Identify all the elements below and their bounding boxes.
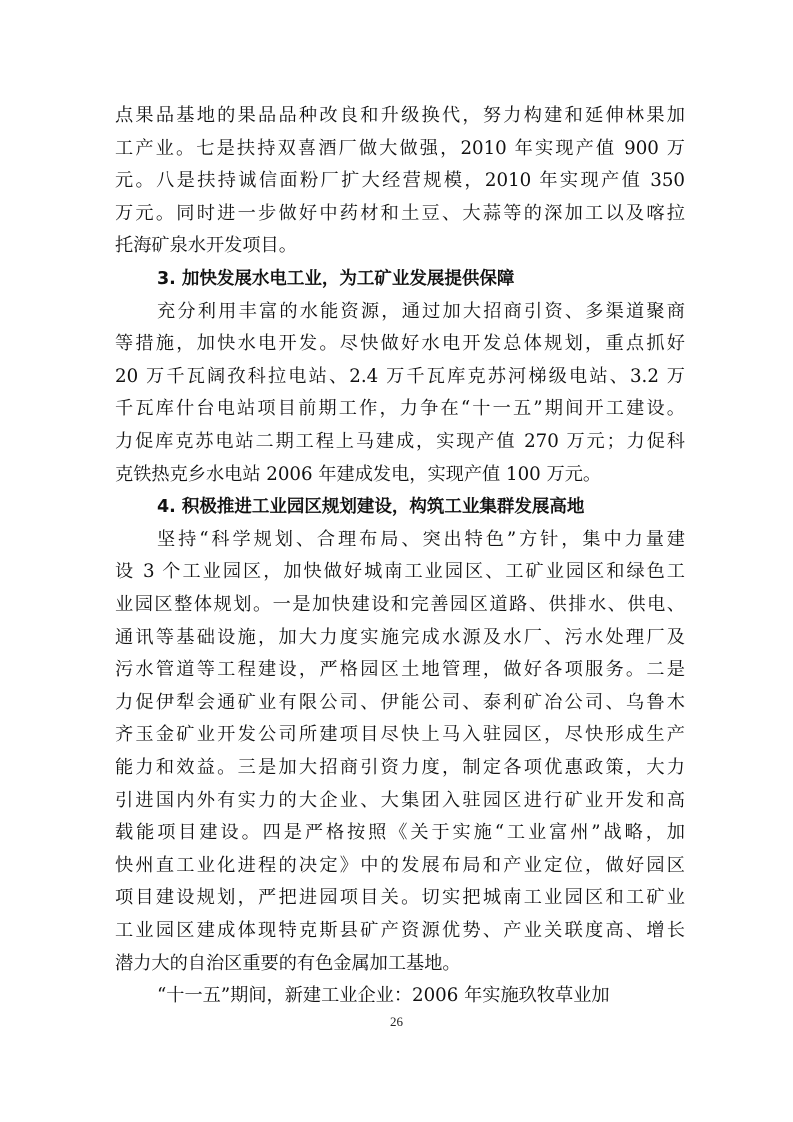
body-text-line: 能力和效益。三是加大招商引资力度，制定各项优惠政策，大力 xyxy=(115,757,685,778)
body-text-line: 污水管道等工程建设，严格园区土地管理，做好各项服务。二是 xyxy=(115,659,685,681)
body-text-line: 快州直工业化进程的决定》中的发展布局和产业定位，做好园区 xyxy=(115,854,685,876)
body-text-line: 齐玉金矿业开发公司所建项目尽快上马入驻园区，尽快形成生产 xyxy=(115,724,685,746)
body-text-line: 项目建设规划，严把进园项目关。切实把城南工业园区和工矿业 xyxy=(115,887,685,909)
body-text-line: 引进国内外有实力的大企业、大集团入驻园区进行矿业开发和高 xyxy=(115,789,685,811)
body-text-line: 载能项目建设。四是严格按照《关于实施“工业富州”战略，加 xyxy=(115,822,685,844)
body-text-line: 业园区整体规划。一是加快建设和完善园区道路、供排水、供电、 xyxy=(115,594,685,615)
body-text-line: 工业园区建成体现特克斯县矿产资源优势、产业关联度高、增长 xyxy=(115,920,685,941)
body-text-line: 点果品基地的果品品种改良和升级换代，努力构建和延伸林果加 xyxy=(115,105,685,126)
body-text-line: 通讯等基础设施，加大力度实施完成水源及水厂、污水处理厂及 xyxy=(115,626,685,648)
body-text-line: 千瓦库什台电站项目前期工作，力争在“十一五”期间开工建设。 xyxy=(115,398,685,420)
body-text-line: 等措施，加快水电开发。尽快做好水电开发总体规划，重点抓好 xyxy=(115,333,685,355)
body-text-line: 元。八是扶持诚信面粉厂扩大经营规模，2010 年实现产值 350 xyxy=(115,170,685,192)
section-heading-3: 3. 加快发展水电工业，为工矿业发展提供保障 xyxy=(157,269,515,289)
body-text-line: 20 万千瓦阔孜科拉电站、2.4 万千瓦库克苏河梯级电站、3.2 万 xyxy=(115,365,685,387)
body-text-line: 托海矿泉水开发项目。 xyxy=(115,235,297,257)
body-text-line: 克铁热克乡水电站 2006 年建成发电，实现产值 100 万元。 xyxy=(115,463,602,485)
page-number: 26 xyxy=(390,1014,403,1029)
body-text-line: 力促库克苏电站二期工程上马建成，实现产值 270 万元；力促科 xyxy=(115,431,685,452)
paragraph-first-line: 坚持“科学规划、合理布局、突出特色”方针，集中力量建 xyxy=(157,528,685,550)
body-text-line: 潜力大的自治区重要的有色金属加工基地。 xyxy=(115,952,461,974)
paragraph-first-line: “十一五”期间，新建工业企业：2006 年实施玖牧草业加 xyxy=(157,985,610,1007)
body-text-line: 工产业。七是扶持双喜酒厂做大做强，2010 年实现产值 900 万 xyxy=(115,137,685,159)
body-text-line: 力促伊犁会通矿业有限公司、伊能公司、泰利矿冶公司、乌鲁木 xyxy=(115,691,685,713)
body-text-line: 万元。同时进一步做好中药材和土豆、大蒜等的深加工以及喀拉 xyxy=(115,202,685,224)
body-text-line: 设 3 个工业园区，加快做好城南工业园区、工矿业园区和绿色工 xyxy=(115,561,685,583)
section-heading-4: 4. 积极推进工业园区规划建设，构筑工业集群发展高地 xyxy=(157,497,585,518)
paragraph-first-line: 充分利用丰富的水能资源，通过加大招商引资、多渠道聚商 xyxy=(157,300,685,322)
